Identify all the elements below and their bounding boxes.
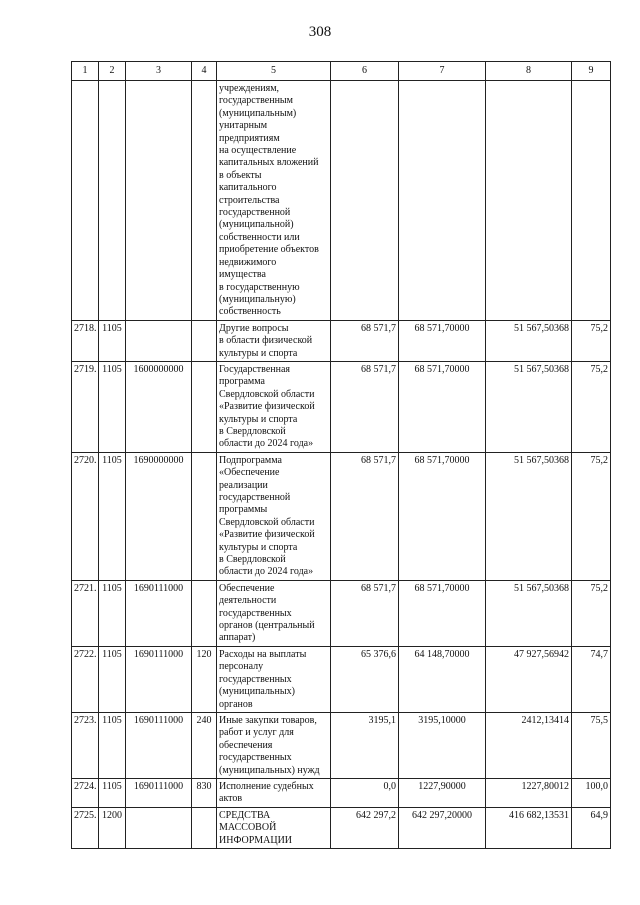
header-cell: 4 <box>192 62 217 81</box>
section-code: 1200 <box>99 807 126 848</box>
budget-table <box>71 61 611 849</box>
executed-amount: 51 567,50368 <box>486 361 572 452</box>
planned-amount: 64 148,70000 <box>399 646 486 712</box>
row-number: 2722. <box>72 646 99 712</box>
table-row <box>72 361 611 452</box>
expense-kind-code <box>192 580 217 646</box>
execution-percent <box>572 81 611 321</box>
header-cell: 5 <box>217 62 331 81</box>
item-name: Исполнение судебных актов <box>217 778 331 807</box>
planned-amount: 3195,10000 <box>399 712 486 778</box>
item-name: Другие вопросы в области физической культуры и спорта <box>217 320 331 361</box>
execution-percent: 75,2 <box>572 580 611 646</box>
approved-amount: 642 297,2 <box>331 807 399 848</box>
section-code: 1105 <box>99 712 126 778</box>
section-code: 1105 <box>99 452 126 580</box>
table-row <box>72 81 611 321</box>
item-name: учреждениям, государственным (муниципальным) унитарным предприятиям на осуществление капитальных вложений в объекты капитального строительства государственной (муниципальной) собственности или приобретение объектов недвижимого имущества в государственную (муниципальную) собственность <box>217 81 331 321</box>
approved-amount: 3195,1 <box>331 712 399 778</box>
approved-amount: 68 571,7 <box>331 452 399 580</box>
expense-kind-code <box>192 320 217 361</box>
page-number: 308 <box>308 24 332 40</box>
item-name: Расходы на выплаты персоналу государственных (муниципальных) органов <box>217 646 331 712</box>
header-cell: 9 <box>572 62 611 81</box>
planned-amount: 68 571,70000 <box>399 361 486 452</box>
row-number: 2724. <box>72 778 99 807</box>
header-row <box>72 62 611 81</box>
expense-kind-code: 120 <box>192 646 217 712</box>
table-row <box>72 646 611 712</box>
section-code: 1105 <box>99 320 126 361</box>
approved-amount: 0,0 <box>331 778 399 807</box>
row-number: 2718. <box>72 320 99 361</box>
target-code: 1690111000 <box>126 580 192 646</box>
target-code <box>126 320 192 361</box>
execution-percent: 75,2 <box>572 320 611 361</box>
expense-kind-code: 830 <box>192 778 217 807</box>
executed-amount: 51 567,50368 <box>486 452 572 580</box>
expense-kind-code <box>192 361 217 452</box>
execution-percent: 64,9 <box>572 807 611 848</box>
item-name: Государственная программа Свердловской области «Развитие физической культуры и спорта в Свердловской области до 2024 года» <box>217 361 331 452</box>
header-cell: 2 <box>99 62 126 81</box>
executed-amount: 2412,13414 <box>486 712 572 778</box>
row-number: 2725. <box>72 807 99 848</box>
target-code <box>126 807 192 848</box>
header-cell: 6 <box>331 62 399 81</box>
executed-amount: 47 927,56942 <box>486 646 572 712</box>
item-name: Обеспечение деятельности государственных органов (центральный аппарат) <box>217 580 331 646</box>
expense-kind-code <box>192 807 217 848</box>
approved-amount <box>331 81 399 321</box>
planned-amount: 68 571,70000 <box>399 452 486 580</box>
row-number: 2723. <box>72 712 99 778</box>
planned-amount: 68 571,70000 <box>399 320 486 361</box>
table-row <box>72 807 611 848</box>
item-name: Иные закупки товаров, работ и услуг для обеспечения государственных (муниципальных) нужд <box>217 712 331 778</box>
execution-percent: 100,0 <box>572 778 611 807</box>
item-name: Подпрограмма «Обеспечение реализации государственной программы Свердловской области «Развитие физической культуры и спорта в Свердловской области до 2024 года» <box>217 452 331 580</box>
planned-amount <box>399 81 486 321</box>
item-name: СРЕДСТВА МАССОВОЙ ИНФОРМАЦИИ <box>217 807 331 848</box>
planned-amount: 68 571,70000 <box>399 580 486 646</box>
target-code: 1690111000 <box>126 778 192 807</box>
section-code: 1105 <box>99 361 126 452</box>
execution-percent: 75,2 <box>572 361 611 452</box>
executed-amount <box>486 81 572 321</box>
execution-percent: 74,7 <box>572 646 611 712</box>
target-code: 1690111000 <box>126 646 192 712</box>
section-code: 1105 <box>99 580 126 646</box>
expense-kind-code <box>192 452 217 580</box>
approved-amount: 68 571,7 <box>331 320 399 361</box>
approved-amount: 68 571,7 <box>331 361 399 452</box>
header-cell: 8 <box>486 62 572 81</box>
header-cell: 3 <box>126 62 192 81</box>
table-row <box>72 320 611 361</box>
section-code: 1105 <box>99 646 126 712</box>
table-row <box>72 712 611 778</box>
row-number: 2719. <box>72 361 99 452</box>
expense-kind-code: 240 <box>192 712 217 778</box>
header-cell: 1 <box>72 62 99 81</box>
executed-amount: 416 682,13531 <box>486 807 572 848</box>
approved-amount: 68 571,7 <box>331 580 399 646</box>
row-number <box>72 81 99 321</box>
execution-percent: 75,5 <box>572 712 611 778</box>
target-code: 1690000000 <box>126 452 192 580</box>
approved-amount: 65 376,6 <box>331 646 399 712</box>
expense-kind-code <box>192 81 217 321</box>
table-row <box>72 452 611 580</box>
row-number: 2721. <box>72 580 99 646</box>
section-code <box>99 81 126 321</box>
executed-amount: 51 567,50368 <box>486 320 572 361</box>
table-row <box>72 580 611 646</box>
executed-amount: 51 567,50368 <box>486 580 572 646</box>
row-number: 2720. <box>72 452 99 580</box>
target-code <box>126 81 192 321</box>
section-code: 1105 <box>99 778 126 807</box>
table-row <box>72 778 611 807</box>
target-code: 1690111000 <box>126 712 192 778</box>
header-cell: 7 <box>399 62 486 81</box>
planned-amount: 642 297,20000 <box>399 807 486 848</box>
planned-amount: 1227,90000 <box>399 778 486 807</box>
execution-percent: 75,2 <box>572 452 611 580</box>
executed-amount: 1227,80012 <box>486 778 572 807</box>
target-code: 1600000000 <box>126 361 192 452</box>
